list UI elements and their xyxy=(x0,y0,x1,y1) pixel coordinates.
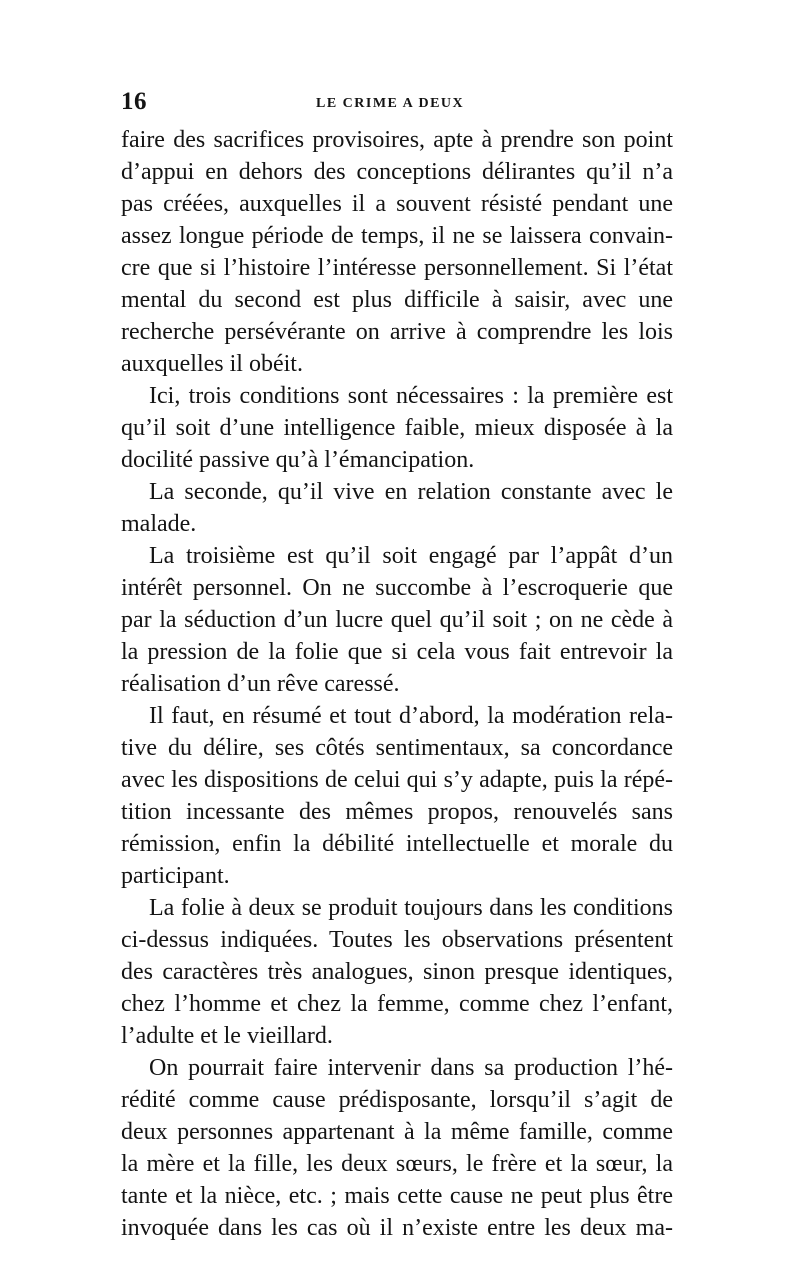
text-line: avec les dispositions de celui qui s’y adapte, puis la répé- xyxy=(121,767,673,793)
text-line: intérêt personnel. On ne succombe à l’escroquerie que xyxy=(121,575,673,601)
text-line: réalisation d’un rêve caressé. xyxy=(121,671,400,697)
page-header xyxy=(121,88,681,118)
text-line: La folie à deux se produit toujours dans les conditions xyxy=(149,895,673,921)
text-line: faire des sacrifices provisoires, apte à prendre son point xyxy=(121,127,673,153)
text-line: On pourrait faire intervenir dans sa production l’hé- xyxy=(149,1055,673,1081)
text-line: tition incessante des mêmes propos, renouvelés sans xyxy=(121,799,673,825)
text-line: mental du second est plus difficile à saisir, avec une xyxy=(121,287,673,313)
running-title: LE CRIME A DEUX xyxy=(316,96,465,111)
text-line: pas créées, auxquelles il a souvent résisté pendant une xyxy=(121,191,673,217)
text-line: malade. xyxy=(121,511,197,537)
text-line: ci-dessus indiquées. Toutes les observations présentent xyxy=(121,927,673,953)
text-line: recherche persévérante on arrive à comprendre les lois xyxy=(121,319,673,345)
text-line: chez l’homme et chez la femme, comme chez l’enfant, xyxy=(121,991,673,1017)
text-line: Ici, trois conditions sont nécessaires : la première est xyxy=(149,383,673,409)
text-line: la mère et la fille, les deux sœurs, le frère et la sœur, la xyxy=(121,1151,673,1177)
text-line: d’appui en dehors des conceptions délirantes qu’il n’a xyxy=(121,159,673,185)
text-line: participant. xyxy=(121,863,230,889)
body-text xyxy=(121,124,673,1244)
text-line: La seconde, qu’il vive en relation constante avec le xyxy=(149,479,673,505)
text-line: tante et la nièce, etc. ; mais cette cause ne peut plus être xyxy=(121,1183,673,1209)
text-line: qu’il soit d’une intelligence faible, mieux disposée à la xyxy=(121,415,673,441)
text-line: la pression de la folie que si cela vous fait entrevoir la xyxy=(121,639,673,665)
text-line: deux personnes appartenant à la même famille, comme xyxy=(121,1119,673,1145)
text-line: assez longue période de temps, il ne se laissera convain- xyxy=(121,223,673,249)
text-line: des caractères très analogues, sinon presque identiques, xyxy=(121,959,673,985)
text-line: cre que si l’histoire l’intéresse personnellement. Si l’état xyxy=(121,255,673,281)
text-line: invoquée dans les cas où il n’existe entre les deux ma- xyxy=(121,1215,673,1241)
page-number: 16 xyxy=(121,88,147,115)
text-line: tive du délire, ses côtés sentimentaux, sa concordance xyxy=(121,735,673,761)
text-line: auxquelles il obéit. xyxy=(121,351,303,377)
text-line: par la séduction d’un lucre quel qu’il soit ; on ne cède à xyxy=(121,607,673,633)
text-line: l’adulte et le vieillard. xyxy=(121,1023,333,1049)
text-line: docilité passive qu’à l’émancipation. xyxy=(121,447,475,473)
text-line: La troisième est qu’il soit engagé par l’appât d’un xyxy=(149,543,673,569)
text-line: rédité comme cause prédisposante, lorsqu’il s’agit de xyxy=(121,1087,673,1113)
text-line: Il faut, en résumé et tout d’abord, la modération rela- xyxy=(149,703,673,729)
text-line: rémission, enfin la débilité intellectuelle et morale du xyxy=(121,831,673,857)
